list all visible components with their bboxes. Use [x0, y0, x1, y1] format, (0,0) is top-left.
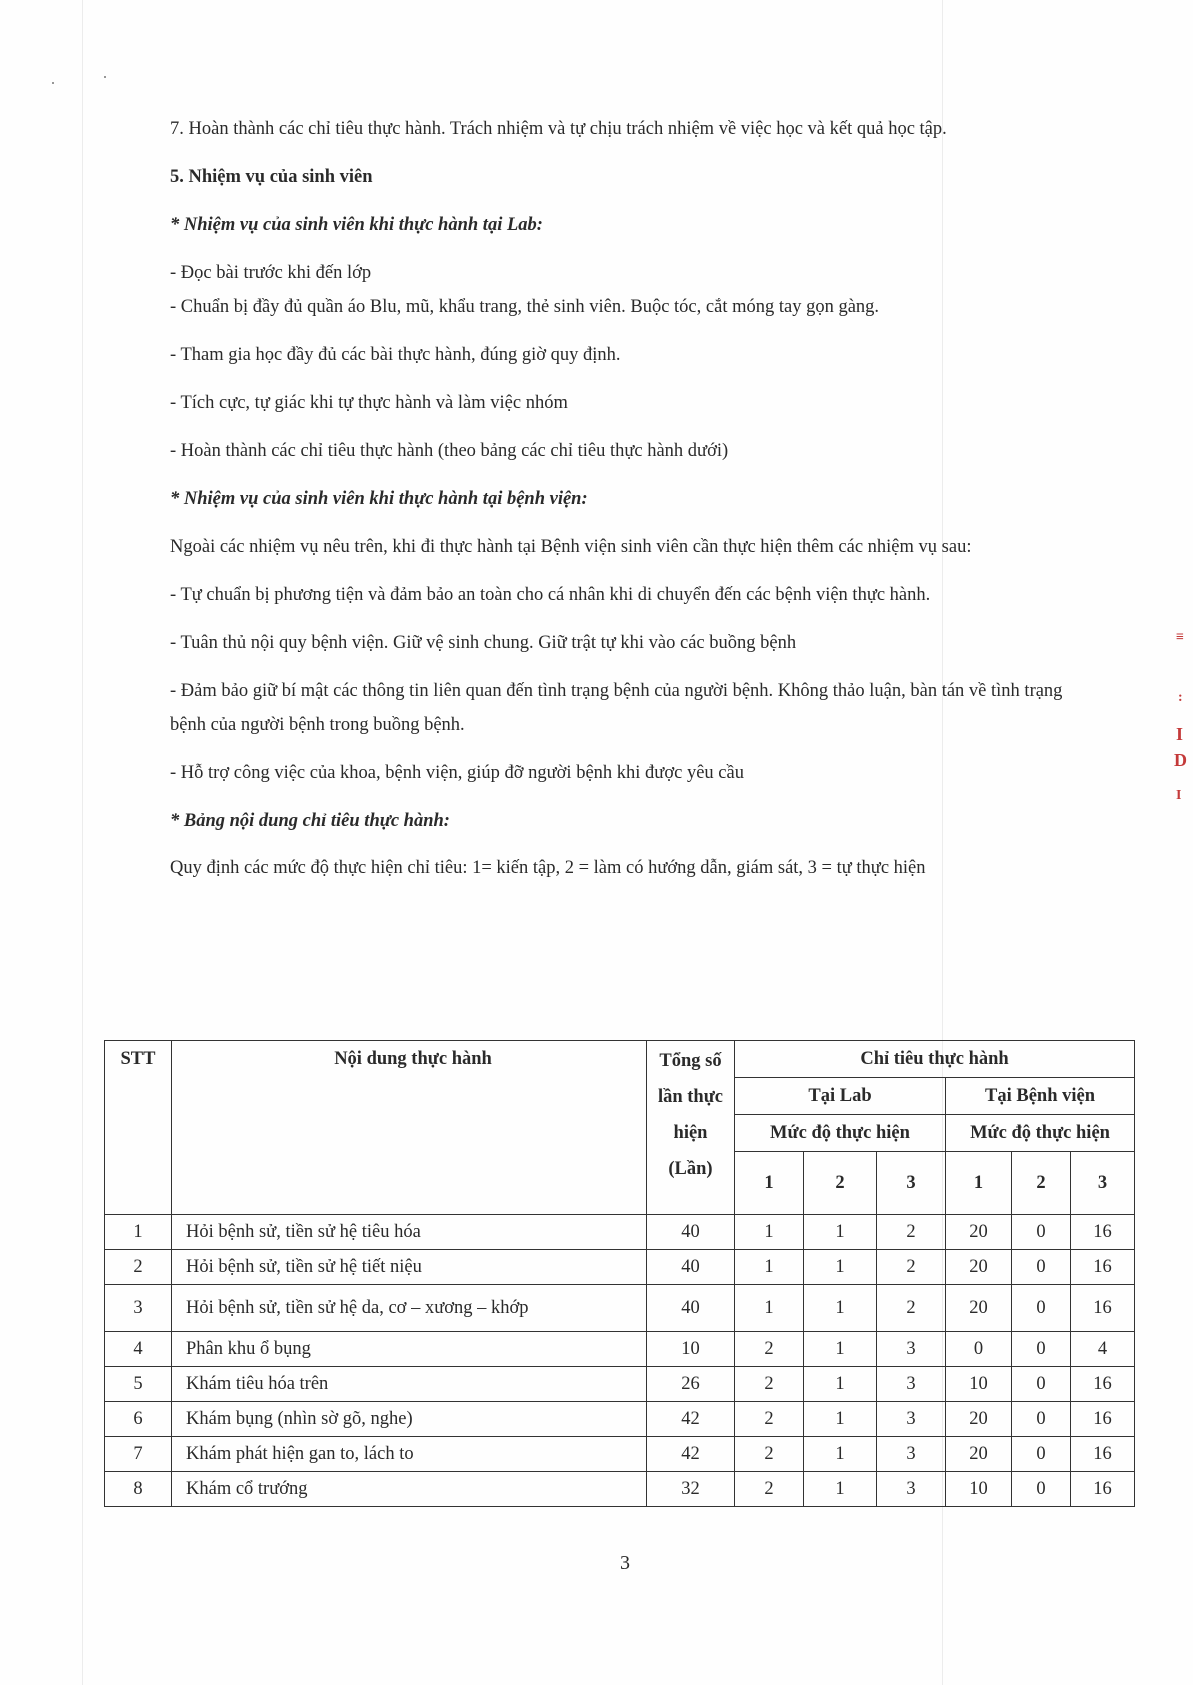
- level-header: 1: [735, 1152, 804, 1215]
- table-row: [105, 1250, 1135, 1285]
- targets-header: Chỉ tiêu thực hành: [735, 1041, 1135, 1078]
- row-hospital-1: 20: [946, 1215, 1012, 1250]
- stt-header: STT: [105, 1041, 172, 1215]
- row-hospital-2: 0: [1012, 1332, 1071, 1367]
- hospital-level-header: Mức độ thực hiện: [946, 1115, 1135, 1152]
- row-hospital-1: 10: [946, 1367, 1012, 1402]
- row-lab-1: 2: [735, 1332, 804, 1367]
- row-lab-3: 3: [877, 1332, 946, 1367]
- row-stt: 3: [105, 1285, 172, 1332]
- left-scan-shadow: [82, 0, 83, 1685]
- row-content: Hỏi bệnh sử, tiền sử hệ da, cơ – xương – khớp: [172, 1285, 647, 1332]
- row-lab-1: 2: [735, 1437, 804, 1472]
- level-header: 3: [1071, 1152, 1135, 1215]
- table-row: [105, 1437, 1135, 1472]
- row-hospital-1: 10: [946, 1472, 1012, 1507]
- hospital-heading: * Nhiệm vụ của sinh viên khi thực hành tại bệnh viện:: [170, 489, 588, 509]
- row-stt: 6: [105, 1402, 172, 1437]
- lab-item: - Tích cực, tự giác khi tự thực hành và làm việc nhóm: [170, 393, 568, 413]
- row-hospital-1: 20: [946, 1285, 1012, 1332]
- table-row: [105, 1332, 1135, 1367]
- hospital-intro: Ngoài các nhiệm vụ nêu trên, khi đi thực hành tại Bệnh viện sinh viên cần thực hiện thêm các nhiệm vụ sau:: [170, 537, 972, 557]
- section-title: 5. Nhiệm vụ của sinh viên: [170, 167, 373, 187]
- row-hospital-1: 20: [946, 1437, 1012, 1472]
- row-lab-1: 2: [735, 1367, 804, 1402]
- row-lab-2: 1: [804, 1332, 877, 1367]
- red-stamp-fragment: ≡ : I D I: [1174, 630, 1187, 803]
- row-hospital-2: 0: [1012, 1472, 1071, 1507]
- row-content: Khám tiêu hóa trên: [172, 1367, 647, 1402]
- row-total: 40: [647, 1215, 735, 1250]
- hospital-item: - Đảm bảo giữ bí mật các thông tin liên quan đến tình trạng bệnh của người bệnh. Không thảo luận, bàn tán về tình trạng bệnh của người bệnh trong buồng bệnh.: [170, 681, 1063, 735]
- level-header: 1: [946, 1152, 1012, 1215]
- row-lab-3: 2: [877, 1285, 946, 1332]
- table-note: Quy định các mức độ thực hiện chỉ tiêu: 1= kiến tập, 2 = làm có hướng dẫn, giám sát, 3 = tự thực hiện: [170, 858, 926, 878]
- row-hospital-3: 16: [1071, 1285, 1135, 1332]
- row-total: 26: [647, 1367, 735, 1402]
- row-stt: 4: [105, 1332, 172, 1367]
- row-hospital-2: 0: [1012, 1437, 1071, 1472]
- row-lab-2: 1: [804, 1250, 877, 1285]
- lab-level-header: Mức độ thực hiện: [735, 1115, 946, 1152]
- row-total: 42: [647, 1402, 735, 1437]
- row-stt: 5: [105, 1367, 172, 1402]
- row-content: Khám phát hiện gan to, lách to: [172, 1437, 647, 1472]
- row-content: Khám bụng (nhìn sờ gõ, nghe): [172, 1402, 647, 1437]
- row-hospital-1: 20: [946, 1250, 1012, 1285]
- scan-speck: [52, 82, 54, 84]
- row-content: Hỏi bệnh sử, tiền sử hệ tiết niệu: [172, 1250, 647, 1285]
- content-header: Nội dung thực hành: [172, 1041, 647, 1215]
- total-header: Tổng số lần thực hiện (Lần): [647, 1041, 735, 1215]
- row-stt: 8: [105, 1472, 172, 1507]
- lab-item: - Đọc bài trước khi đến lớp: [170, 263, 372, 283]
- table-row: [105, 1402, 1135, 1437]
- row-lab-3: 2: [877, 1215, 946, 1250]
- row-lab-1: 2: [735, 1472, 804, 1507]
- row-hospital-3: 16: [1071, 1402, 1135, 1437]
- row-lab-2: 1: [804, 1367, 877, 1402]
- row-total: 42: [647, 1437, 735, 1472]
- lab-item: - Tham gia học đầy đủ các bài thực hành, đúng giờ quy định.: [170, 345, 621, 365]
- row-total: 40: [647, 1250, 735, 1285]
- hospital-item: - Hỗ trợ công việc của khoa, bệnh viện, giúp đỡ người bệnh khi được yêu cầu: [170, 763, 744, 783]
- row-lab-2: 1: [804, 1215, 877, 1250]
- intro-item: 7. Hoàn thành các chỉ tiêu thực hành. Trách nhiệm và tự chịu trách nhiệm về việc học và kết quả học tập.: [170, 119, 947, 139]
- table-row: [105, 1285, 1135, 1332]
- row-hospital-3: 16: [1071, 1437, 1135, 1472]
- table-heading: * Bảng nội dung chỉ tiêu thực hành:: [170, 811, 450, 831]
- row-lab-2: 1: [804, 1402, 877, 1437]
- lab-heading: * Nhiệm vụ của sinh viên khi thực hành tại Lab:: [170, 215, 543, 235]
- row-hospital-2: 0: [1012, 1285, 1071, 1332]
- table-row: [105, 1215, 1135, 1250]
- row-hospital-3: 4: [1071, 1332, 1135, 1367]
- hospital-item: - Tuân thủ nội quy bệnh viện. Giữ vệ sinh chung. Giữ trật tự khi vào các buồng bệnh: [170, 633, 797, 653]
- page-number: 3: [620, 1552, 630, 1574]
- row-stt: 1: [105, 1215, 172, 1250]
- table-row: [105, 1472, 1135, 1507]
- row-lab-1: 2: [735, 1402, 804, 1437]
- level-header: 2: [1012, 1152, 1071, 1215]
- row-lab-3: 3: [877, 1472, 946, 1507]
- row-hospital-3: 16: [1071, 1472, 1135, 1507]
- row-total: 32: [647, 1472, 735, 1507]
- row-total: 10: [647, 1332, 735, 1367]
- row-hospital-2: 0: [1012, 1250, 1071, 1285]
- row-hospital-3: 16: [1071, 1250, 1135, 1285]
- row-lab-3: 3: [877, 1437, 946, 1472]
- level-header: 3: [877, 1152, 946, 1215]
- row-hospital-2: 0: [1012, 1402, 1071, 1437]
- level-header: 2: [804, 1152, 877, 1215]
- row-lab-3: 3: [877, 1367, 946, 1402]
- row-hospital-3: 16: [1071, 1215, 1135, 1250]
- row-content: Hỏi bệnh sử, tiền sử hệ tiêu hóa: [172, 1215, 647, 1250]
- row-content: Phân khu ổ bụng: [172, 1332, 647, 1367]
- row-lab-1: 1: [735, 1285, 804, 1332]
- row-hospital-1: 20: [946, 1402, 1012, 1437]
- row-hospital-2: 0: [1012, 1215, 1071, 1250]
- row-total: 40: [647, 1285, 735, 1332]
- hospital-header: Tại Bệnh viện: [946, 1078, 1135, 1115]
- row-lab-2: 1: [804, 1437, 877, 1472]
- row-content: Khám cổ trướng: [172, 1472, 647, 1507]
- row-lab-3: 3: [877, 1402, 946, 1437]
- practice-targets-table: [104, 1040, 1135, 1507]
- row-lab-1: 1: [735, 1215, 804, 1250]
- row-hospital-1: 0: [946, 1332, 1012, 1367]
- document-body: [170, 112, 1082, 884]
- row-lab-3: 2: [877, 1250, 946, 1285]
- hospital-item: - Tự chuẩn bị phương tiện và đảm bảo an toàn cho cá nhân khi di chuyển đến các bệnh viện thực hành.: [170, 585, 931, 605]
- lab-item: - Hoàn thành các chỉ tiêu thực hành (theo bảng các chỉ tiêu thực hành dưới): [170, 441, 729, 461]
- scan-speck: [104, 76, 106, 78]
- row-lab-1: 1: [735, 1250, 804, 1285]
- row-lab-2: 1: [804, 1472, 877, 1507]
- table-row: [105, 1367, 1135, 1402]
- row-hospital-3: 16: [1071, 1367, 1135, 1402]
- lab-header: Tại Lab: [735, 1078, 946, 1115]
- row-stt: 7: [105, 1437, 172, 1472]
- lab-item: - Chuẩn bị đầy đủ quần áo Blu, mũ, khẩu trang, thẻ sinh viên. Buộc tóc, cắt móng tay gọn gàng.: [170, 297, 880, 317]
- row-lab-2: 1: [804, 1285, 877, 1332]
- row-hospital-2: 0: [1012, 1367, 1071, 1402]
- row-stt: 2: [105, 1250, 172, 1285]
